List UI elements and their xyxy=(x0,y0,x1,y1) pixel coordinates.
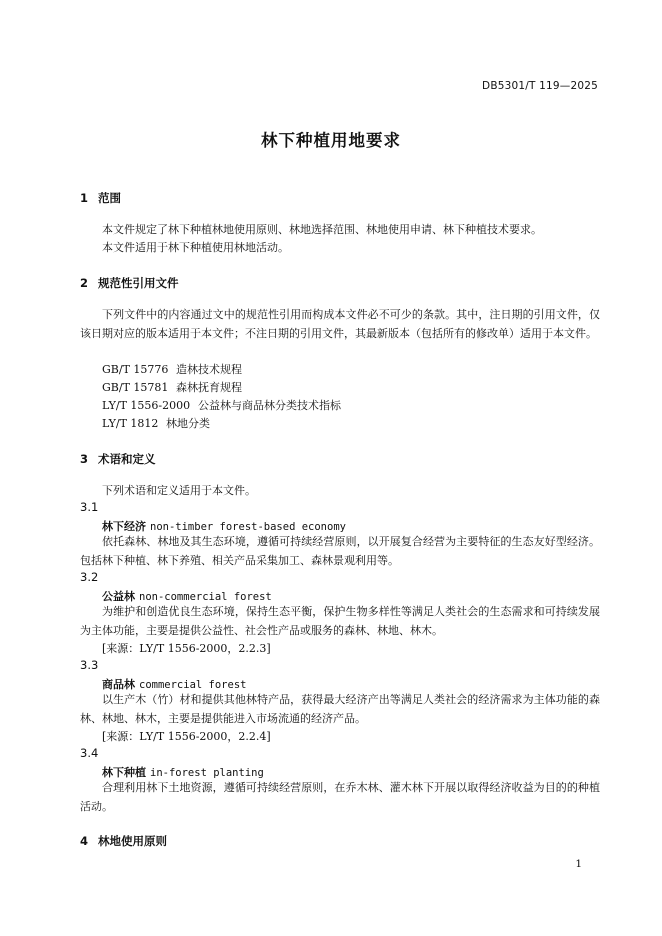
section-1-paragraph-2: 本文件适用于林下种植使用林地活动。 xyxy=(102,241,289,254)
term-zh: 林下种植 xyxy=(102,766,146,779)
term-number: 3.4 xyxy=(80,746,99,760)
term-heading xyxy=(102,518,346,534)
section-title: 范围 xyxy=(98,191,121,205)
reference-name: 林地分类 xyxy=(166,417,210,430)
normative-reference xyxy=(102,379,242,395)
term-en: commercial forest xyxy=(139,679,247,691)
term-definition: 以生产木（竹）材和提供其他林特产品，获得最大经济产出等满足人类社会的经济需求为主体功能的森林、林地、林木，主要是提供能进入市场流通的经济产品。 xyxy=(80,693,600,725)
normative-reference xyxy=(102,361,242,377)
reference-code: GB/T 15781 xyxy=(102,381,169,394)
page-number: 1 xyxy=(575,858,582,870)
section-2-intro: 下列文件中的内容通过文中的规范性引用而构成本文件必不可少的条款。其中，注日期的引用文件，仅该日期对应的版本适用于本文件；不注日期的引用文件，其最新版本（包括所有的修改单）适用于本文件。 xyxy=(80,308,600,340)
standard-code: DB5301/T 119—2025 xyxy=(482,80,598,92)
document-title: 林下种植用地要求 xyxy=(261,131,401,150)
term-en: non-commercial forest xyxy=(139,591,272,603)
term-number: 3.3 xyxy=(80,658,99,672)
reference-code: LY/T 1812 xyxy=(102,417,159,430)
reference-name: 公益林与商品林分类技术指标 xyxy=(198,399,341,412)
term-number: 3.2 xyxy=(80,570,99,584)
term-heading xyxy=(102,588,272,604)
section-2-heading xyxy=(80,275,179,291)
section-3-heading xyxy=(80,451,156,467)
term-zh: 公益林 xyxy=(102,590,135,603)
section-number: 4 xyxy=(80,834,89,848)
term-definition: 合理利用林下土地资源，遵循可持续经营原则，在乔木林、灌木林下开展以取得经济收益为目的的种植活动。 xyxy=(80,781,600,813)
section-4-heading xyxy=(80,833,167,849)
reference-code: LY/T 1556-2000 xyxy=(102,399,191,412)
term-zh: 商品林 xyxy=(102,678,135,691)
section-3-intro: 下列术语和定义适用于本文件。 xyxy=(102,484,256,497)
reference-code: GB/T 15776 xyxy=(102,363,169,376)
term-definition: 依托森林、林地及其生态环境，遵循可持续经营原则，以开展复合经营为主要特征的生态友好型经济。包括林下种植、林下养殖、相关产品采集加工、森林景观利用等。 xyxy=(80,535,600,567)
section-title: 林地使用原则 xyxy=(98,834,167,848)
term-number: 3.1 xyxy=(80,500,99,514)
term-zh: 林下经济 xyxy=(102,520,146,533)
normative-reference xyxy=(102,415,210,431)
section-title: 术语和定义 xyxy=(98,452,156,466)
section-number: 3 xyxy=(80,452,89,466)
normative-reference xyxy=(102,397,341,413)
reference-name: 森林抚育规程 xyxy=(176,381,242,394)
term-source: [来源：LY/T 1556-2000，2.2.3] xyxy=(102,642,271,655)
section-1-heading xyxy=(80,190,121,206)
term-definition: 为维护和创造优良生态环境，保持生态平衡，保护生物多样性等满足人类社会的生态需求和可持续发展为主体功能，主要是提供公益性、社会性产品或服务的森林、林地、林木。 xyxy=(80,605,600,637)
term-heading xyxy=(102,676,246,692)
section-number: 1 xyxy=(80,191,89,205)
term-heading xyxy=(102,764,264,780)
term-en: non-timber forest-based economy xyxy=(150,521,346,533)
section-number: 2 xyxy=(80,276,89,290)
term-en: in-forest planting xyxy=(150,767,264,779)
term-source: [来源：LY/T 1556-2000，2.2.4] xyxy=(102,730,271,743)
section-1-paragraph-1: 本文件规定了林下种植林地使用原则、林地选择范围、林地使用申请、林下种植技术要求。 xyxy=(102,223,542,236)
section-title: 规范性引用文件 xyxy=(98,276,179,290)
reference-name: 造林技术规程 xyxy=(176,363,242,376)
